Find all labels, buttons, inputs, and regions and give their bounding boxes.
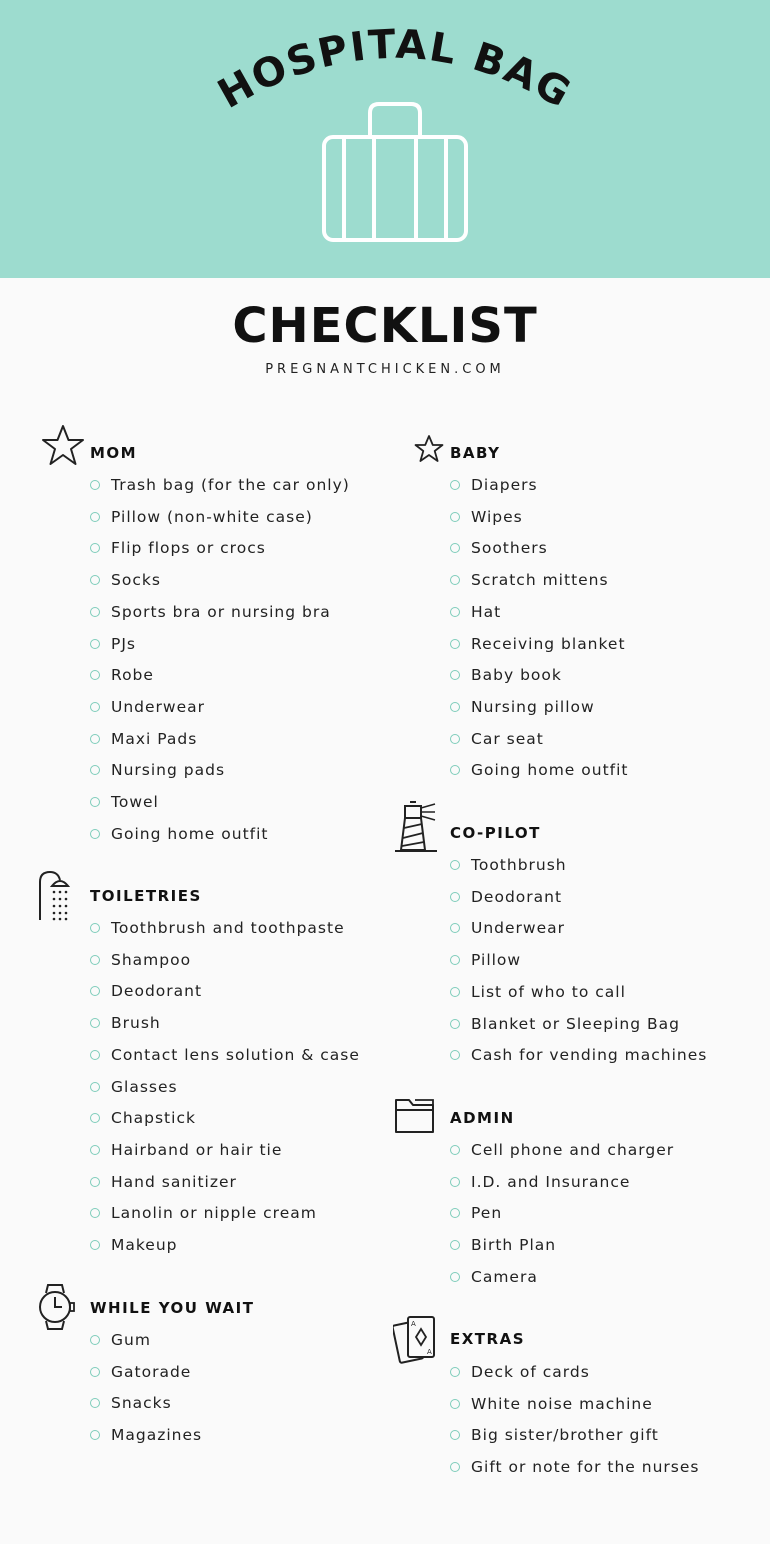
checkbox-circle-icon[interactable] xyxy=(90,575,100,585)
checkbox-circle-icon[interactable] xyxy=(90,1335,100,1345)
watch-icon xyxy=(36,1283,78,1331)
checklist-item-label: Nursing pads xyxy=(111,761,226,779)
checklist-item-label: Nursing pillow xyxy=(471,698,595,716)
checklist-item-label: Snacks xyxy=(111,1394,172,1412)
checkbox-circle-icon[interactable] xyxy=(450,892,460,902)
checkbox-circle-icon[interactable] xyxy=(450,1145,460,1155)
checklist-item-label: Makeup xyxy=(111,1236,178,1254)
checklist-item-label: Brush xyxy=(111,1014,161,1032)
checkbox-circle-icon[interactable] xyxy=(90,923,100,933)
checklist-item-label: Toothbrush and toothpaste xyxy=(111,919,345,937)
checklist-item-label: Receiving blanket xyxy=(471,635,626,653)
checkbox-circle-icon[interactable] xyxy=(450,1050,460,1060)
checklist-item-label: Trash bag (for the car only) xyxy=(111,476,350,494)
checkbox-circle-icon[interactable] xyxy=(450,987,460,997)
checkbox-circle-icon[interactable] xyxy=(450,543,460,553)
checklist-item-label: Blanket or Sleeping Bag xyxy=(471,1015,680,1033)
svg-text:A: A xyxy=(411,1320,416,1328)
suitcase-icon xyxy=(324,104,466,240)
checklist-item-label: Maxi Pads xyxy=(111,730,198,748)
lighthouse-icon xyxy=(393,800,439,854)
checklist-item-label: Big sister/brother gift xyxy=(471,1426,659,1444)
checkbox-circle-icon[interactable] xyxy=(90,1208,100,1218)
checklist-item-label: Sports bra or nursing bra xyxy=(111,603,331,621)
playing-cards-icon xyxy=(393,1313,439,1367)
checkbox-circle-icon[interactable] xyxy=(450,1240,460,1250)
checklist-item-label: Underwear xyxy=(471,919,566,937)
checkbox-circle-icon[interactable] xyxy=(450,1177,460,1187)
checklist-item-label: Gift or note for the nurses xyxy=(471,1458,700,1476)
folder-icon xyxy=(393,1094,437,1136)
checkbox-circle-icon[interactable] xyxy=(90,639,100,649)
checklist-item-label: Gum xyxy=(111,1331,151,1349)
checkbox-circle-icon[interactable] xyxy=(90,1430,100,1440)
checkbox-circle-icon[interactable] xyxy=(90,1018,100,1028)
checklist-item-label: Magazines xyxy=(111,1426,203,1444)
checkbox-circle-icon[interactable] xyxy=(450,670,460,680)
checklist-item-label: Gatorade xyxy=(111,1363,192,1381)
checklist-item-label: Pillow (non-white case) xyxy=(111,508,313,526)
checkbox-circle-icon[interactable] xyxy=(90,1050,100,1060)
checklist-item-label: Baby book xyxy=(471,666,562,684)
checklist-item-label: Shampoo xyxy=(111,951,192,969)
checklist-item-label: Glasses xyxy=(111,1078,178,1096)
header-banner xyxy=(0,0,770,278)
checkbox-circle-icon[interactable] xyxy=(450,1367,460,1377)
checklist-item-label: List of who to call xyxy=(471,983,626,1001)
checklist-item-label: Deodorant xyxy=(111,982,203,1000)
checklist-item-label: Scratch mittens xyxy=(471,571,609,589)
hospital-bag-title: HOSPITAL BAG xyxy=(210,21,580,118)
checkbox-circle-icon[interactable] xyxy=(450,860,460,870)
checkbox-circle-icon[interactable] xyxy=(450,480,460,490)
checkbox-circle-icon[interactable] xyxy=(90,986,100,996)
checkbox-circle-icon[interactable] xyxy=(450,955,460,965)
section-title-admin: ADMIN xyxy=(450,1109,515,1127)
checkbox-circle-icon[interactable] xyxy=(90,1367,100,1377)
checklist-item-label: Deck of cards xyxy=(471,1363,590,1381)
checkbox-circle-icon[interactable] xyxy=(90,512,100,522)
checkbox-circle-icon[interactable] xyxy=(90,734,100,744)
checkbox-circle-icon[interactable] xyxy=(450,1399,460,1409)
checklist-item-label: Robe xyxy=(111,666,154,684)
checklist-item-label: White noise machine xyxy=(471,1395,653,1413)
checkbox-circle-icon[interactable] xyxy=(90,1113,100,1123)
checklist-item-label: Lanolin or nipple cream xyxy=(111,1204,317,1222)
checkbox-circle-icon[interactable] xyxy=(450,765,460,775)
checkbox-circle-icon[interactable] xyxy=(450,734,460,744)
checklist-item-label: I.D. and Insurance xyxy=(471,1173,631,1191)
checkbox-circle-icon[interactable] xyxy=(450,1430,460,1440)
checklist-item-label: Car seat xyxy=(471,730,544,748)
section-title-co-pilot: CO-PILOT xyxy=(450,824,541,842)
svg-text:A: A xyxy=(427,1348,432,1356)
checklist-item-label: Pillow xyxy=(471,951,522,969)
checklist-item-label: Underwear xyxy=(111,698,206,716)
checkbox-circle-icon[interactable] xyxy=(90,797,100,807)
checklist-item-label: Socks xyxy=(111,571,161,589)
checklist-item-label: Contact lens solution & case xyxy=(111,1046,360,1064)
star-icon xyxy=(40,424,86,468)
checkbox-circle-icon[interactable] xyxy=(450,1272,460,1282)
checkbox-circle-icon[interactable] xyxy=(90,1177,100,1187)
checkbox-circle-icon[interactable] xyxy=(90,543,100,553)
checkbox-circle-icon[interactable] xyxy=(90,1398,100,1408)
checklist-item-label: PJs xyxy=(111,635,136,653)
checklist-item-label: Hand sanitizer xyxy=(111,1173,237,1191)
section-title-mom: MOM xyxy=(90,444,138,462)
checkbox-circle-icon[interactable] xyxy=(90,765,100,775)
checkbox-circle-icon[interactable] xyxy=(90,702,100,712)
checkbox-circle-icon[interactable] xyxy=(90,1082,100,1092)
checkbox-circle-icon[interactable] xyxy=(90,829,100,839)
checkbox-circle-icon[interactable] xyxy=(450,923,460,933)
checkbox-circle-icon[interactable] xyxy=(450,1462,460,1472)
checklist-item-label: Soothers xyxy=(471,539,548,557)
checklist-heading: CHECKLIST xyxy=(232,298,538,354)
checkbox-circle-icon[interactable] xyxy=(90,607,100,617)
checkbox-circle-icon[interactable] xyxy=(450,702,460,712)
section-title-baby: BABY xyxy=(450,444,501,462)
checklist-item-label: Flip flops or crocs xyxy=(111,539,266,557)
checkbox-circle-icon[interactable] xyxy=(450,1208,460,1218)
checkbox-circle-icon[interactable] xyxy=(450,512,460,522)
checklist-item-label: Camera xyxy=(471,1268,538,1286)
checklist-item-label: Cell phone and charger xyxy=(471,1141,675,1159)
checklist-item-label: Diapers xyxy=(471,476,538,494)
checklist-item-label: Towel xyxy=(111,793,159,811)
checklist-item-label: Pen xyxy=(471,1204,503,1222)
checklist-item-label: Going home outfit xyxy=(111,825,269,843)
checkbox-circle-icon[interactable] xyxy=(450,607,460,617)
site-url: PREGNANTCHICKEN.COM xyxy=(265,362,505,377)
checkbox-circle-icon[interactable] xyxy=(90,480,100,490)
checklist-item-label: Toothbrush xyxy=(471,856,567,874)
section-title-extras: EXTRAS xyxy=(450,1330,526,1348)
section-title-toiletries: TOILETRIES xyxy=(90,887,202,905)
checkbox-circle-icon[interactable] xyxy=(90,955,100,965)
checkbox-circle-icon[interactable] xyxy=(450,639,460,649)
checklist-item-label: Deodorant xyxy=(471,888,563,906)
checklist-item-label: Hairband or hair tie xyxy=(111,1141,283,1159)
section-title-while-you-wait: WHILE YOU WAIT xyxy=(90,1299,255,1317)
checklist-item-label: Birth Plan xyxy=(471,1236,557,1254)
small-star-icon xyxy=(413,434,445,464)
checkbox-circle-icon[interactable] xyxy=(450,1019,460,1029)
checklist-item-label: Hat xyxy=(471,603,502,621)
checklist-item-label: Chapstick xyxy=(111,1109,196,1127)
checkbox-circle-icon[interactable] xyxy=(90,1240,100,1250)
checkbox-circle-icon[interactable] xyxy=(90,1145,100,1155)
checklist-item-label: Cash for vending machines xyxy=(471,1046,708,1064)
checklist-item-label: Wipes xyxy=(471,508,523,526)
checkbox-circle-icon[interactable] xyxy=(450,575,460,585)
checklist-item-label: Going home outfit xyxy=(471,761,629,779)
checkbox-circle-icon[interactable] xyxy=(90,670,100,680)
shower-icon xyxy=(36,868,76,924)
